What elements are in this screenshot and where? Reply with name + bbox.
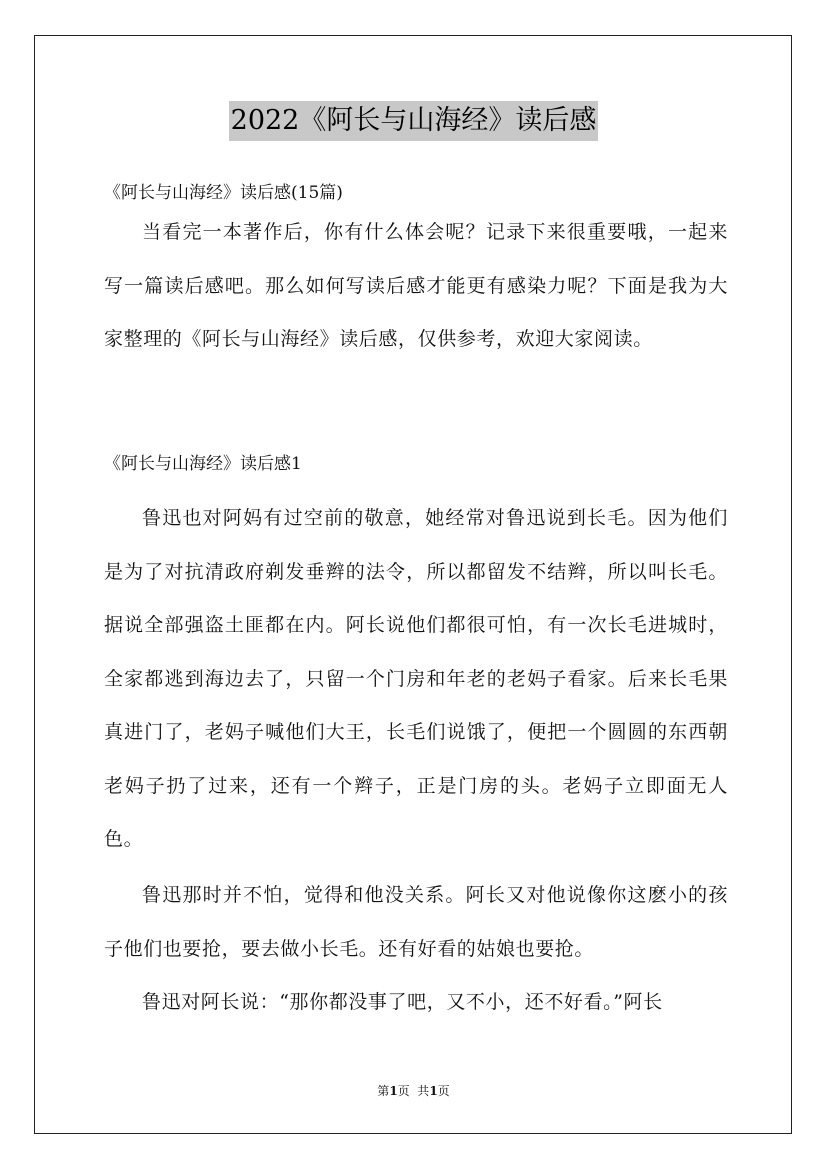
footer-page-prefix: 第 bbox=[377, 1084, 390, 1098]
document-title: 2022《阿长与山海经》读后感 bbox=[229, 101, 599, 141]
title-container bbox=[0, 101, 827, 141]
document-subtitle: 《阿长与山海经》读后感(15篇) bbox=[104, 183, 343, 203]
page-footer bbox=[0, 1081, 827, 1101]
footer-page-current: 1 bbox=[389, 1084, 398, 1098]
body-paragraph-2: 鲁迅那时并不怕，觉得和他没关系。阿长又对他说像你这麽小的孩子他们也要抢，要去做小长毛。还有好看的姑娘也要抢。 bbox=[104, 884, 728, 960]
body-paragraph-1: 鲁迅也对阿妈有过空前的敬意，她经常对鲁迅说到长毛。因为他们是为了对抗清政府剃发垂辫的法令，所以都留发不结辫，所以叫长毛。据说全部强盗土匪都在内。阿长说他们都很可怕，有一次长毛进城时，全家都逃到海边去了，只留一个门房和年老的老妈子看家。后来长毛果真进门了，老妈子喊他们大王，长毛们说饿了，便把一个圆圆的东西朝老妈子扔了过来，还有一个辫子，正是门房的头。老妈子立即面无人色。 bbox=[104, 507, 728, 850]
section-heading: 《阿长与山海经》读后感1 bbox=[104, 454, 302, 474]
intro-paragraph: 当看完一本著作后，你有什么体会呢？记录下来很重要哦，一起来写一篇读后感吧。那么如何写读后感才能更有感染力呢？下面是我为大家整理的《阿长与山海经》读后感，仅供参考，欢迎大家阅读。 bbox=[104, 221, 728, 350]
body-paragraph-3: 鲁迅对阿长说：“那你都没事了吧，又不小，还不好看。”阿长 bbox=[142, 991, 663, 1013]
footer-page-mid: 页 共 bbox=[397, 1084, 430, 1098]
footer-page-total: 1 bbox=[429, 1084, 438, 1098]
footer-page-suffix: 页 bbox=[437, 1084, 450, 1098]
